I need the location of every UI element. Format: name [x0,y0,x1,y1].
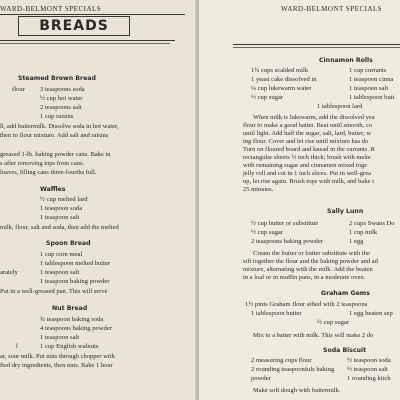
directions-line: then to flour mixture. Add salt and raisins [0,132,109,139]
ingredient-right: 1 cup milk [349,229,378,236]
directions-line: s after removing tops from cans. [0,160,85,167]
ingredient-right: 1 cup English walnuts [40,343,99,350]
directions-line: greased 1-lb. baking powder cans. Bake in [0,151,111,158]
ingredient-right: 1 teaspoon salt [40,269,80,276]
directions-line: flour to make a good batter. Beat until smooth, co [243,122,373,129]
ingredient-right: 4 teaspoons baking powder [40,325,112,332]
directions-line: Put in a well-greased pan. This will serve [0,288,108,295]
directions-line: 25 minutes. [243,186,274,193]
ingredient-right: 2 teaspoons salt [40,104,82,111]
ingredient-left: ¼ cup lukewarm water [251,85,312,92]
ingredient-right: ¾ teaspoon baking soda [40,316,104,323]
directions-line: Make soft dough with buttermilk. [253,387,341,394]
section-title: BREADS [39,18,109,34]
ingredient-right: 1 teaspoon salt [40,214,80,221]
ingredient-left: 1½ pints Graham flour sifted with 2 teaspoons [245,301,368,308]
directions-line: ll, add buttermilk. Dissolve soda in hot water, [0,123,119,130]
title-rule [0,40,175,41]
directions-line: jelly roll and cut in 1 inch slices. Put in well-grea [243,170,371,177]
header-rule-thin [233,47,400,48]
ingredient-right: 1 cup corn meal [40,251,83,258]
recipe-title-sally-lunn: Sally Lunn [327,208,364,215]
ingredient-right: 1 teaspoon cinna [349,76,394,83]
ingredient-left: ½ cup sugar [251,229,284,236]
ingredient-right: ½ teaspoon soda [347,357,391,364]
ingredient-right: 1 teaspoon salt [40,334,80,341]
ingredient-right: ½ cup hot water [40,95,83,102]
directions-line: milk, flour, salt and soda, then add the melted [0,224,119,231]
left-page [0,0,197,400]
ingredient-right: ½ cup melted lard [40,196,88,203]
ingredient-right: ½ teaspoon salt [347,366,388,373]
recipe-title-spoon-bread: Spoon Bread [46,240,91,247]
ingredient-right: 1 tablespoon butt [349,94,395,101]
directions-line: fted dry ingredients, then nuts. Bake 1 hour [0,362,113,369]
ingredient-right: 1 teaspoon salt [349,85,389,92]
ingredient-right: 1 tablespoon lard [317,103,363,110]
ingredient-left: 1 tablespoon butter [251,310,302,317]
ingredient-right: 1 egg beaten sep [349,310,393,317]
recipe-title-steamed-brown-bread: Steamed Brown Bread [18,75,96,82]
recipe-title-waffles: Waffles [40,186,66,193]
directions-line: When milk is lukewarm, add the dissolved yea [253,114,375,121]
ingredient-right: 1 teaspoon baking powder [40,278,110,285]
ingredient-right: ½ cup sugar [317,319,350,326]
directions-line: Cream the butter or butter substitute with the [253,250,370,257]
ingredient-left: 1¾ cups scalded milk [251,67,309,74]
ingredient-left: ½ cup sugar [251,94,284,101]
right-page-header: WARD-BELMONT SPECIALS [281,5,383,13]
ingredient-right: 1 cup raisins [40,113,74,120]
header-rule [233,44,400,45]
ingredient-left: flour [12,86,25,93]
ingredient-right: 1 egg [349,238,364,245]
directions-line: mixture, alternating with the milk. Add the beaten [243,266,373,273]
ingredient-left: ½ cup butter or substitute [251,220,319,227]
ingredient-left: 2 rounding teaspoonfuls baking [251,366,335,373]
directions-line: rectangular sheets ½ inch thick; brush with melte [243,154,371,161]
directions-line: up, let rise again. Brush tops with milk, and bake i [243,178,374,185]
ingredient-right: 1 cup currants [349,67,387,74]
directions-line: Mix to a batter with milk. This will make 2 do [253,332,374,339]
recipe-title-nut-bread: Nut Bread [52,305,88,312]
ingredient-right: 1 rounding kitch [347,375,391,382]
right-page [199,0,400,400]
recipe-title-graham-gems: Graham Gems [321,290,370,297]
ingredient-left: 2 teaspoons baking powder [251,238,323,245]
title-rule-thin [0,43,170,44]
left-page-header: WARD-BELMONT SPECIALS [0,5,102,13]
ingredient-left: arately [0,269,18,276]
directions-line: ar, sour milk. Put nuts through chopper with [0,353,115,360]
ingredient-left: 2 measuring cups flour [251,357,312,364]
ingredient-left: l [16,343,18,350]
ingredient-right: 1 tablespoon melted butter [40,260,111,267]
ingredient-right: 3 teaspoons soda [40,86,85,93]
directions-line: Turn on floured board and knead in the currants. R [243,146,375,153]
directions-line: sift together the flour and the baking powder and ad [243,258,378,265]
directions-line: in a loaf or in muffin pans, in a moderate oven. [243,274,366,281]
ingredient-right: 1 teaspoon soda [40,205,83,212]
directions-line: loaves, filling cans three-fourths full. [0,169,97,176]
header-rule [0,14,185,15]
ingredient-left: 1 yeast cake dissolved in [251,76,317,83]
directions-line: until light. Add half the sugar, salt, lard, butter, w [243,130,372,137]
recipe-title-cinnamon-rolls: Cinnamon Rolls [319,57,373,64]
ingredient-left: powder [251,375,271,382]
recipe-title-soda-biscuit: Soda Biscuit [323,347,367,354]
directions-line: ing flour. Cover and let rise until mixture has do [243,138,369,145]
directions-line: with remaining sugar and cinnamon mixed toge [243,162,368,169]
ingredient-right: 2 cups Swans Do [349,220,395,227]
